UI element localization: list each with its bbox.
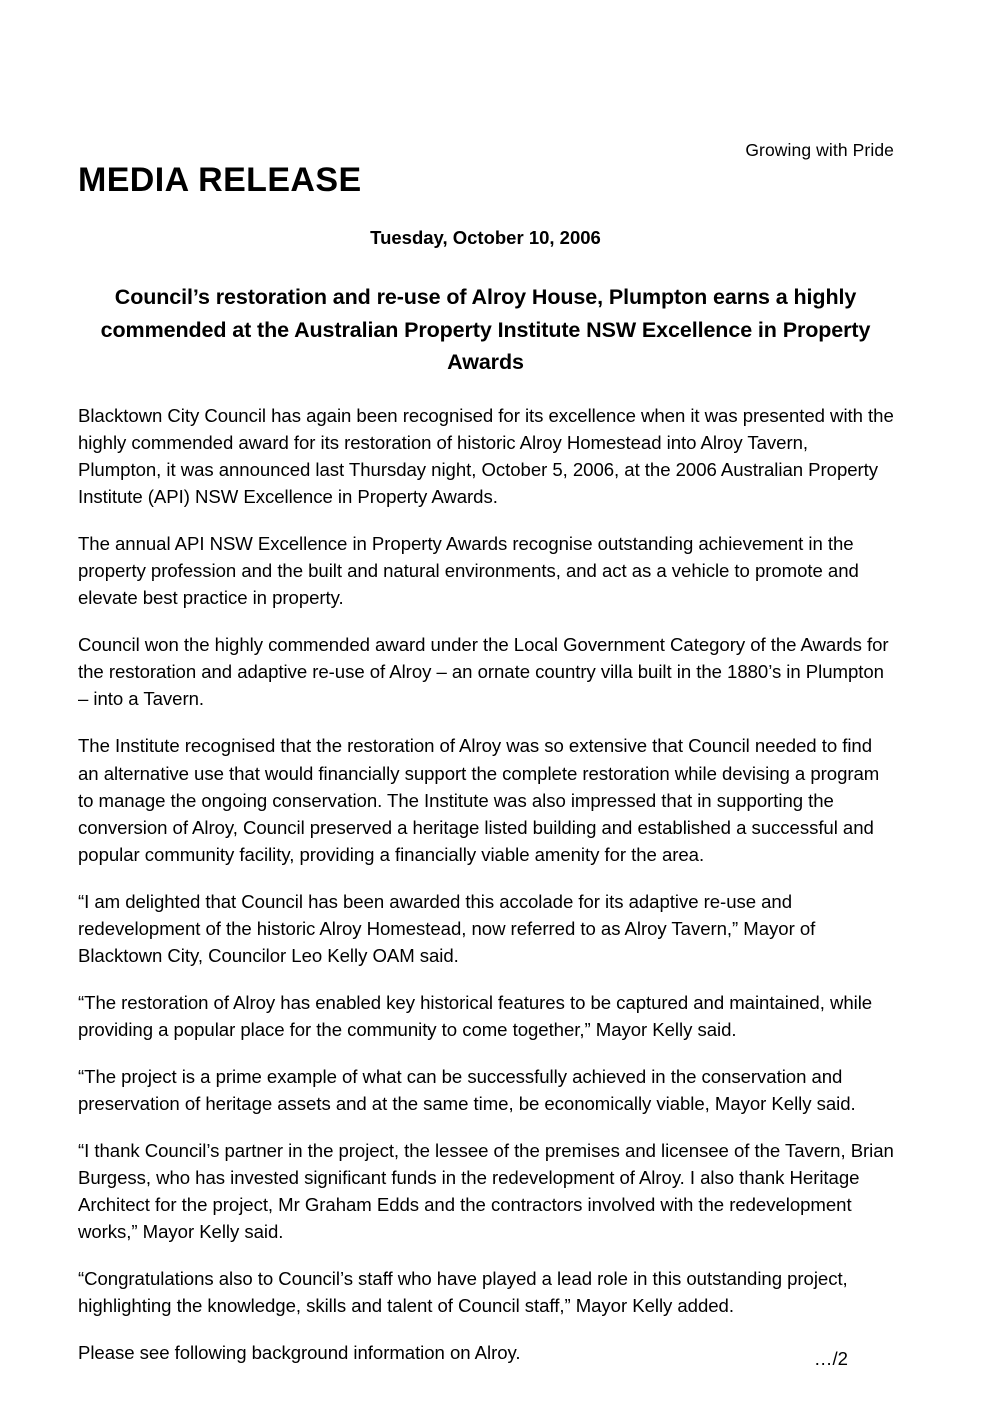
paragraph: “The project is a prime example of what can be successfully achieved in the conservation and preservation of heritage assets and at the same time, be economically viable, Mayor Kelly said. [78, 1065, 856, 1114]
paragraph: Please see following background information on Alroy. [78, 1342, 521, 1364]
paragraph: Council won the highly commended award under the Local Government Category of the Awards for the restoration and adaptive re-use of Alroy – an ornate country villa built in the 1880’s in Plumpton – into a Tavern. [78, 634, 889, 710]
page-continuation-marker: …/2 [813, 1348, 848, 1369]
masthead-title: MEDIA RELEASE [78, 161, 362, 199]
paragraph: The Institute recognised that the restoration of Alroy was so extensive that Council needed to find an alternative use that would financially support the complete restoration while devising a program to manage the ongoing conservation. The Institute was also impressed that in supporting the conversion of Alroy, Council preserved a heritage listed building and established a successful and popular community facility, providing a financially viable amenity for the area. [78, 735, 880, 865]
release-date: Tuesday, October 10, 2006 [370, 227, 601, 248]
paragraph: “The restoration of Alroy has enabled key historical features to be captured and maintained, while providing a popular place for the community to come together,” Mayor Kelly said. [78, 991, 873, 1040]
paragraph: Blacktown City Council has again been recognised for its excellence when it was presented with the highly commended award for its restoration of historic Alroy Homestead into Alroy Tavern, Plumpton, it was announced last Thursday night, October 5, 2006, at the 2006 Australian Property Institute (API) NSW Excellence in Property Awards. [78, 405, 894, 508]
paragraph: The annual API NSW Excellence in Property Awards recognise outstanding achievement in the property profession and the built and natural environments, and act as a vehicle to promote and elevate best practice in property. [78, 533, 859, 609]
page-title: Council’s restoration and re-use of Alroy House, Plumpton earns a highly commended at the Australian Property Institute NSW Excellence in Property Awards [100, 285, 871, 375]
paragraph: “I thank Council’s partner in the project, the lessee of the premises and licensee of the Tavern, Brian Burgess, who has invested significant funds in the redevelopment of Alroy. I also thank Heritage Architect for the project, Mr Graham Edds and the contractors involved with the redevelopment works,” Mayor Kelly said. [78, 1140, 894, 1243]
paragraph: “I am delighted that Council has been awarded this accolade for its adaptive re-use and redevelopment of the historic Alroy Homestead, now referred to as Alroy Tavern,” Mayor of Blacktown City, Councilor Leo Kelly OAM said. [78, 890, 816, 966]
paragraph: “Congratulations also to Council’s staff who have played a lead role in this outstanding project, highlighting the knowledge, skills and talent of Council staff,” Mayor Kelly added. [78, 1268, 848, 1317]
organisation-tagline: Growing with Pride [745, 140, 894, 160]
body-text [78, 402, 896, 1366]
